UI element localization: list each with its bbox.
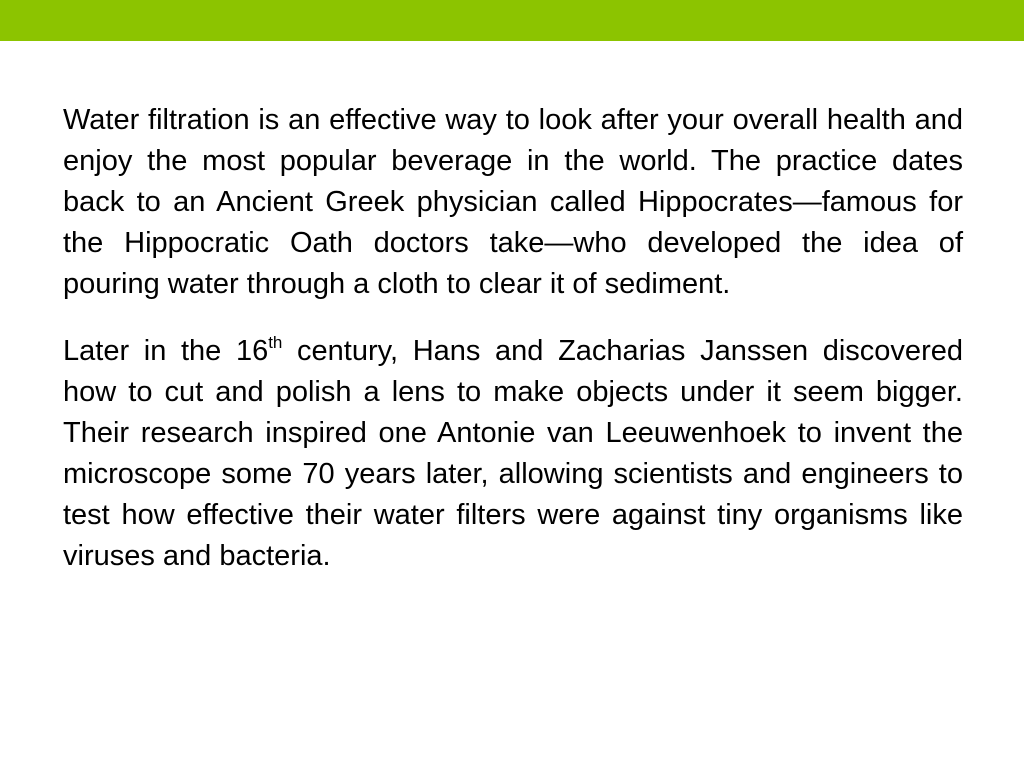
paragraph-water-filtration-history: Water filtration is an effective way to look after your overall health and enjoy the most popular beverage in the world. The practice dates back to an Ancient Greek physician called Hippocrates—famous for the Hippocratic Oath doctors take—who developed the idea of pouring water through a cloth to clear it of sediment. bbox=[63, 104, 963, 300]
top-accent-bar bbox=[0, 0, 1024, 41]
slide-body bbox=[63, 100, 963, 577]
ordinal-superscript: th bbox=[268, 333, 283, 352]
paragraph-2-lead-text: Later in the 16 bbox=[63, 335, 269, 367]
paragraph-lens-microscope-history bbox=[63, 331, 963, 577]
paragraph-2-main-text: century, Hans and Zacharias Janssen discovered how to cut and polish a lens to make objects under it seem bigger. Their research inspired one Antonie van Leeuwenhoek to invent the microscope some 70 years later, allowing scientists and engineers to test how effective their water filters were against tiny organisms like viruses and bacteria. bbox=[63, 335, 963, 572]
